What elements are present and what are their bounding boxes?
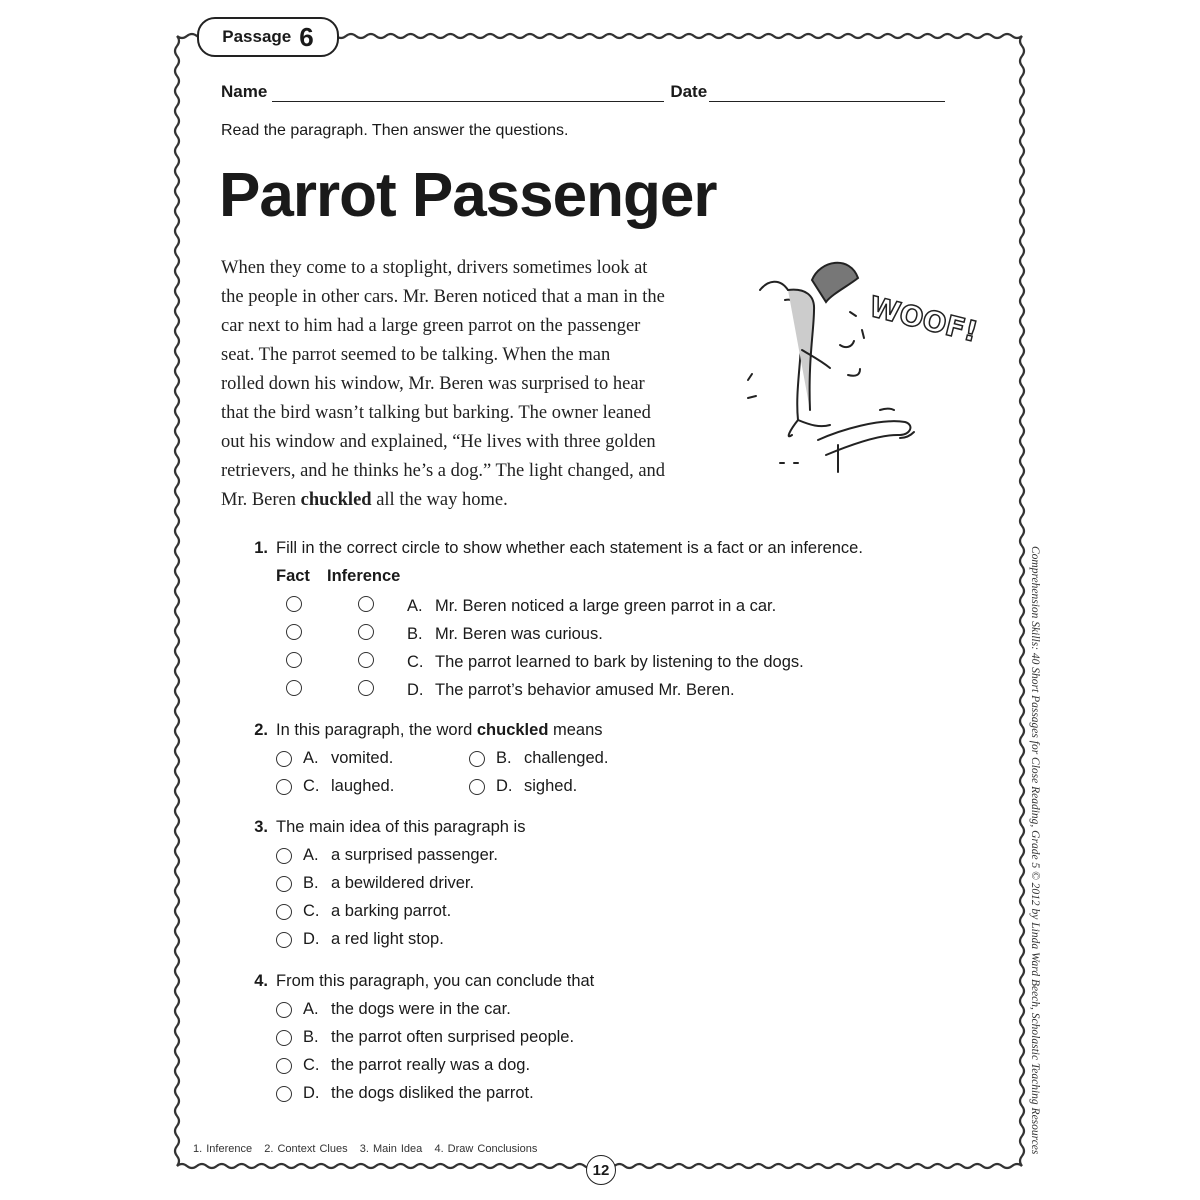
inference-radio-a[interactable] [358,596,374,612]
woof-text: WOOF! [865,289,982,349]
date-label: Date [670,82,708,101]
skills-footer: 1. Inference 2. Context Clues 3. Main Idea 4. Draw Conclusions [193,1143,538,1155]
option-letter: D. [303,930,320,948]
passage-line: retrievers, and he thinks he’s a dog.” The light changed, and [221,461,666,481]
passage-text-part: all the way home. [371,490,508,510]
passage-line: rolled down his window, Mr. Beren was surprised to hear [221,374,645,394]
instructions: Read the paragraph. Then answer the questions. [221,122,569,139]
question-prompt: The main idea of this paragraph is [276,818,526,836]
passage-line [221,486,721,515]
fact-radio-d[interactable] [286,680,302,696]
radio-circle[interactable] [276,1058,292,1074]
option-letter: D. [407,681,424,699]
name-line[interactable] [272,87,664,102]
q2-option-c[interactable] [276,777,394,796]
option-letter: B. [496,749,512,767]
q4-option-d[interactable] [276,1084,534,1103]
passage-line: out his window and explained, “He lives with three golden [221,432,656,452]
radio-circle[interactable] [276,1002,292,1018]
q3-option-b[interactable] [276,874,474,893]
passage-line: When they come to a stoplight, drivers sometimes look at [221,258,648,278]
passage-line: that the bird wasn’t talking but barking. The owner leaned [221,403,651,423]
question-prompt: Fill in the correct circle to show whether each statement is a fact or an inference. [276,539,863,557]
question-prompt: In this paragraph, the word [276,721,477,739]
option-text: the dogs were in the car. [331,1000,511,1018]
option-letter: B. [303,874,319,892]
page-number: 12 [586,1155,616,1185]
passage-title: Parrot Passenger [219,161,717,230]
q1-item-b [407,625,603,644]
passage-bold-word: chuckled [300,490,372,510]
passage-text [221,254,721,515]
option-text: the dogs disliked the parrot. [331,1084,534,1102]
option-text: the parrot often surprised people. [331,1028,575,1046]
question-2 [241,721,603,740]
radio-circle[interactable] [276,876,292,892]
option-text: laughed. [331,777,395,795]
date-line[interactable] [709,87,945,102]
q3-option-d[interactable] [276,930,444,949]
passage-line: seat. The parrot seemed to be talking. When the man [221,345,611,365]
name-date-row [221,82,951,102]
option-letter: C. [303,1056,320,1074]
option-letter: A. [303,1000,319,1018]
q1-item-c [407,653,804,672]
name-label: Name [221,82,268,101]
option-text: a bewildered driver. [331,874,475,892]
radio-circle[interactable] [276,779,292,795]
option-letter: D. [496,777,513,795]
q4-option-c[interactable] [276,1056,530,1075]
option-letter: C. [407,653,424,671]
question-number: 2. [254,721,268,739]
q3-option-c[interactable] [276,902,451,921]
side-credit: Comprehension Skills: 40 Short Passages for Close Reading, Grade 5 © 2012 by Linda Ward Beech, Scholastic Teaching Resources [1029,546,1041,1155]
inference-radio-d[interactable] [358,680,374,696]
option-text: a barking parrot. [331,902,452,920]
question-1 [241,539,863,558]
option-letter: C. [303,902,320,920]
badge-number: 6 [299,21,314,52]
passage-line: car next to him had a large green parrot on the passenger [221,316,641,336]
option-text: vomited. [331,749,394,767]
badge-label: Passage [222,27,292,46]
option-letter: A. [303,846,319,864]
q1-item-d [407,681,735,700]
option-text: The parrot learned to bark by listening to the dogs. [435,653,804,671]
radio-circle[interactable] [276,751,292,767]
inference-radio-b[interactable] [358,624,374,640]
option-text: the parrot really was a dog. [331,1056,531,1074]
q1-item-a [407,597,776,616]
question-number: 1. [254,539,268,557]
radio-circle[interactable] [276,1086,292,1102]
question-prompt: means [548,721,603,739]
passage-badge [197,17,339,57]
option-text: The parrot’s behavior amused Mr. Beren. [435,681,735,699]
question-bold-word: chuckled [476,721,549,739]
q4-option-a[interactable] [276,1000,511,1019]
inference-header: Inference [327,567,401,585]
q2-option-a[interactable] [276,749,393,768]
question-prompt: From this paragraph, you can conclude that [276,972,595,990]
radio-circle[interactable] [276,848,292,864]
option-letter: C. [303,777,320,795]
option-letter: B. [407,625,423,643]
q4-option-b[interactable] [276,1028,574,1047]
q2-option-d[interactable] [469,777,577,796]
q3-option-a[interactable] [276,846,498,865]
passage-line: the people in other cars. Mr. Beren noticed that a man in the [221,287,665,307]
fact-header: Fact [276,567,310,585]
question-4 [241,972,594,991]
radio-circle[interactable] [469,779,485,795]
parrot-illustration [740,250,990,475]
radio-circle[interactable] [276,1030,292,1046]
option-text: Mr. Beren was curious. [435,625,603,643]
inference-radio-c[interactable] [358,652,374,668]
option-text: sighed. [524,777,578,795]
option-text: a red light stop. [331,930,444,948]
option-letter: A. [407,597,423,615]
passage-text-part: Mr. Beren [221,490,301,510]
question-number: 3. [254,818,268,836]
option-text: a surprised passenger. [331,846,498,864]
option-letter: B. [303,1028,319,1046]
option-letter: D. [303,1084,320,1102]
fact-radio-a[interactable] [286,596,302,612]
option-text: challenged. [524,749,609,767]
option-letter: A. [303,749,319,767]
question-3 [241,818,525,837]
option-text: Mr. Beren noticed a large green parrot in a car. [435,597,777,615]
q2-option-b[interactable] [469,749,608,768]
radio-circle[interactable] [276,932,292,948]
fact-radio-b[interactable] [286,624,302,640]
radio-circle[interactable] [276,904,292,920]
question-number: 4. [254,972,268,990]
radio-circle[interactable] [469,751,485,767]
fact-radio-c[interactable] [286,652,302,668]
